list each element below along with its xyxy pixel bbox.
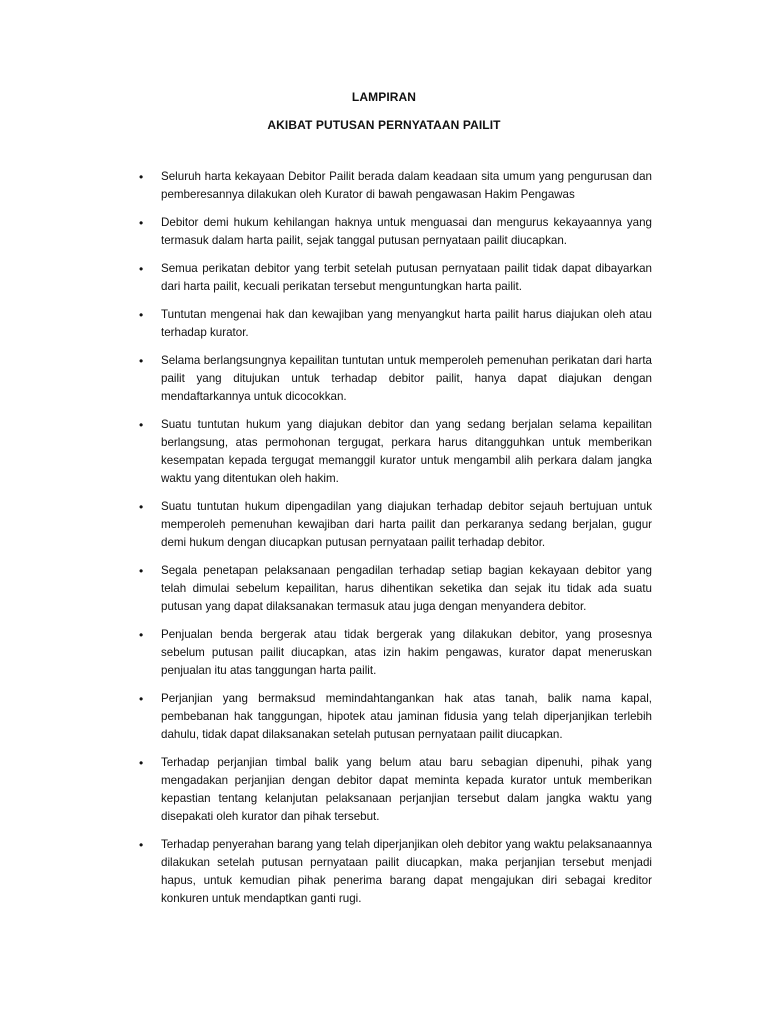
bullet-icon: • <box>139 262 144 276</box>
list-item-text: Seluruh harta kekayaan Debitor Pailit berada dalam keadaan sita umum yang pengurusan dan pemberesannya dilakukan oleh Kurator di bawah pengawasan Hakim Pengawas <box>161 170 652 201</box>
bullet-icon: • <box>139 756 144 770</box>
list-item <box>139 214 652 250</box>
list-item-text: Suatu tuntutan hukum dipengadilan yang diajukan terhadap debitor sejauh bertujuan untuk memperoleh pemenuhan kewajiban dari harta pailit dan perkaranya sedang berjalan, gugur demi hukum dengan diucapkan putusan pernyataan pailit terhadap debitor. <box>161 500 652 549</box>
list-item <box>139 416 652 488</box>
bullet-icon: • <box>139 216 144 230</box>
list-item-text: Terhadap penyerahan barang yang telah diperjanjikan oleh debitor yang waktu pelaksanaannya dilakukan setelah putusan pernyataan pailit diucapkan, maka perjanjian tersebut menjadi hapus, untuk kemudian pihak penerima barang dapat mengajukan diri sebagai kreditor konkuren untuk mendaptkan ganti rugi. <box>161 838 652 905</box>
list-item <box>139 168 652 204</box>
list-item <box>139 260 652 296</box>
list-item-text: Terhadap perjanjian timbal balik yang belum atau baru sebagian dipenuhi, pihak yang mengadakan perjanjian dengan debitor dapat meminta kepada kurator untuk memberikan kepastian tentang kelanjutan pelaksanaan perjanjian tersebut dalam jangka waktu yang disepakati oleh kurator dan pihak tersebut. <box>161 756 652 823</box>
list-item <box>139 690 652 744</box>
list-item-text: Selama berlangsungnya kepailitan tuntutan untuk memperoleh pemenuhan perikatan dari harta pailit yang ditujukan untuk terhadap debitor pailit, hanya dapat diajukan dengan mendaftarkannya untuk dicocokkan. <box>161 354 652 403</box>
bullet-icon: • <box>139 564 144 578</box>
bullet-icon: • <box>139 628 144 642</box>
document-title: LAMPIRAN <box>351 90 417 104</box>
list-item-text: Debitor demi hukum kehilangan haknya untuk menguasai dan mengurus kekayaannya yang termasuk dalam harta pailit, sejak tanggal putusan pernyataan pailit diucapkan. <box>161 216 652 247</box>
list-item <box>139 626 652 680</box>
list-item-text: Perjanjian yang bermaksud memindahtangankan hak atas tanah, balik nama kapal, pembebanan hak tanggungan, hipotek atau jaminan fidusia yang telah diperjanjikan terlebih dahulu, tidak dapat dilaksanakan setelah putusan pernyataan pailit diucapkan. <box>161 692 652 741</box>
list-item <box>139 836 652 908</box>
bullet-icon: • <box>139 500 144 514</box>
list-item-text: Semua perikatan debitor yang terbit setelah putusan pernyataan pailit tidak dapat dibayarkan dari harta pailit, kecuali perikatan tersebut menguntungkan harta pailit. <box>161 262 652 293</box>
list-item <box>139 754 652 826</box>
list-item-text: Tuntutan mengenai hak dan kewajiban yang menyangkut harta pailit harus diajukan oleh atau terhadap kurator. <box>161 308 652 339</box>
bullet-icon: • <box>139 354 144 368</box>
consequences-list <box>139 168 652 918</box>
bullet-icon: • <box>139 308 144 322</box>
bullet-icon: • <box>139 838 144 852</box>
bullet-icon: • <box>139 418 144 432</box>
list-item-text: Suatu tuntutan hukum yang diajukan debitor dan yang sedang berjalan selama kepailitan berlangsung, atas permohonan tergugat, perkara harus ditangguhkan untuk memberikan kesempatan kepada tergugat memanggil kurator untuk mengambil alih perkara dalam jangka waktu yang ditentukan oleh hakim. <box>161 418 652 485</box>
list-item <box>139 562 652 616</box>
bullet-icon: • <box>139 692 144 706</box>
bullet-icon: • <box>139 170 144 184</box>
list-item <box>139 352 652 406</box>
list-item-text: Penjualan benda bergerak atau tidak bergerak yang dilakukan debitor, yang prosesnya sebelum putusan pailit diucapkan, atas izin hakim pengawas, kurator dapat meneruskan penjualan itu atas tanggungan harta pailit. <box>161 628 652 677</box>
list-item <box>139 306 652 342</box>
list-item <box>139 498 652 552</box>
document-subtitle: AKIBAT PUTUSAN PERNYATAAN PAILIT <box>267 118 501 132</box>
list-item-text: Segala penetapan pelaksanaan pengadilan terhadap setiap bagian kekayaan debitor yang telah dimulai sebelum kepailitan, harus dihentikan seketika dan sejak itu tidak ada suatu putusan yang dapat dilaksanakan termasuk atau juga dengan menyandera debitor. <box>161 564 652 613</box>
